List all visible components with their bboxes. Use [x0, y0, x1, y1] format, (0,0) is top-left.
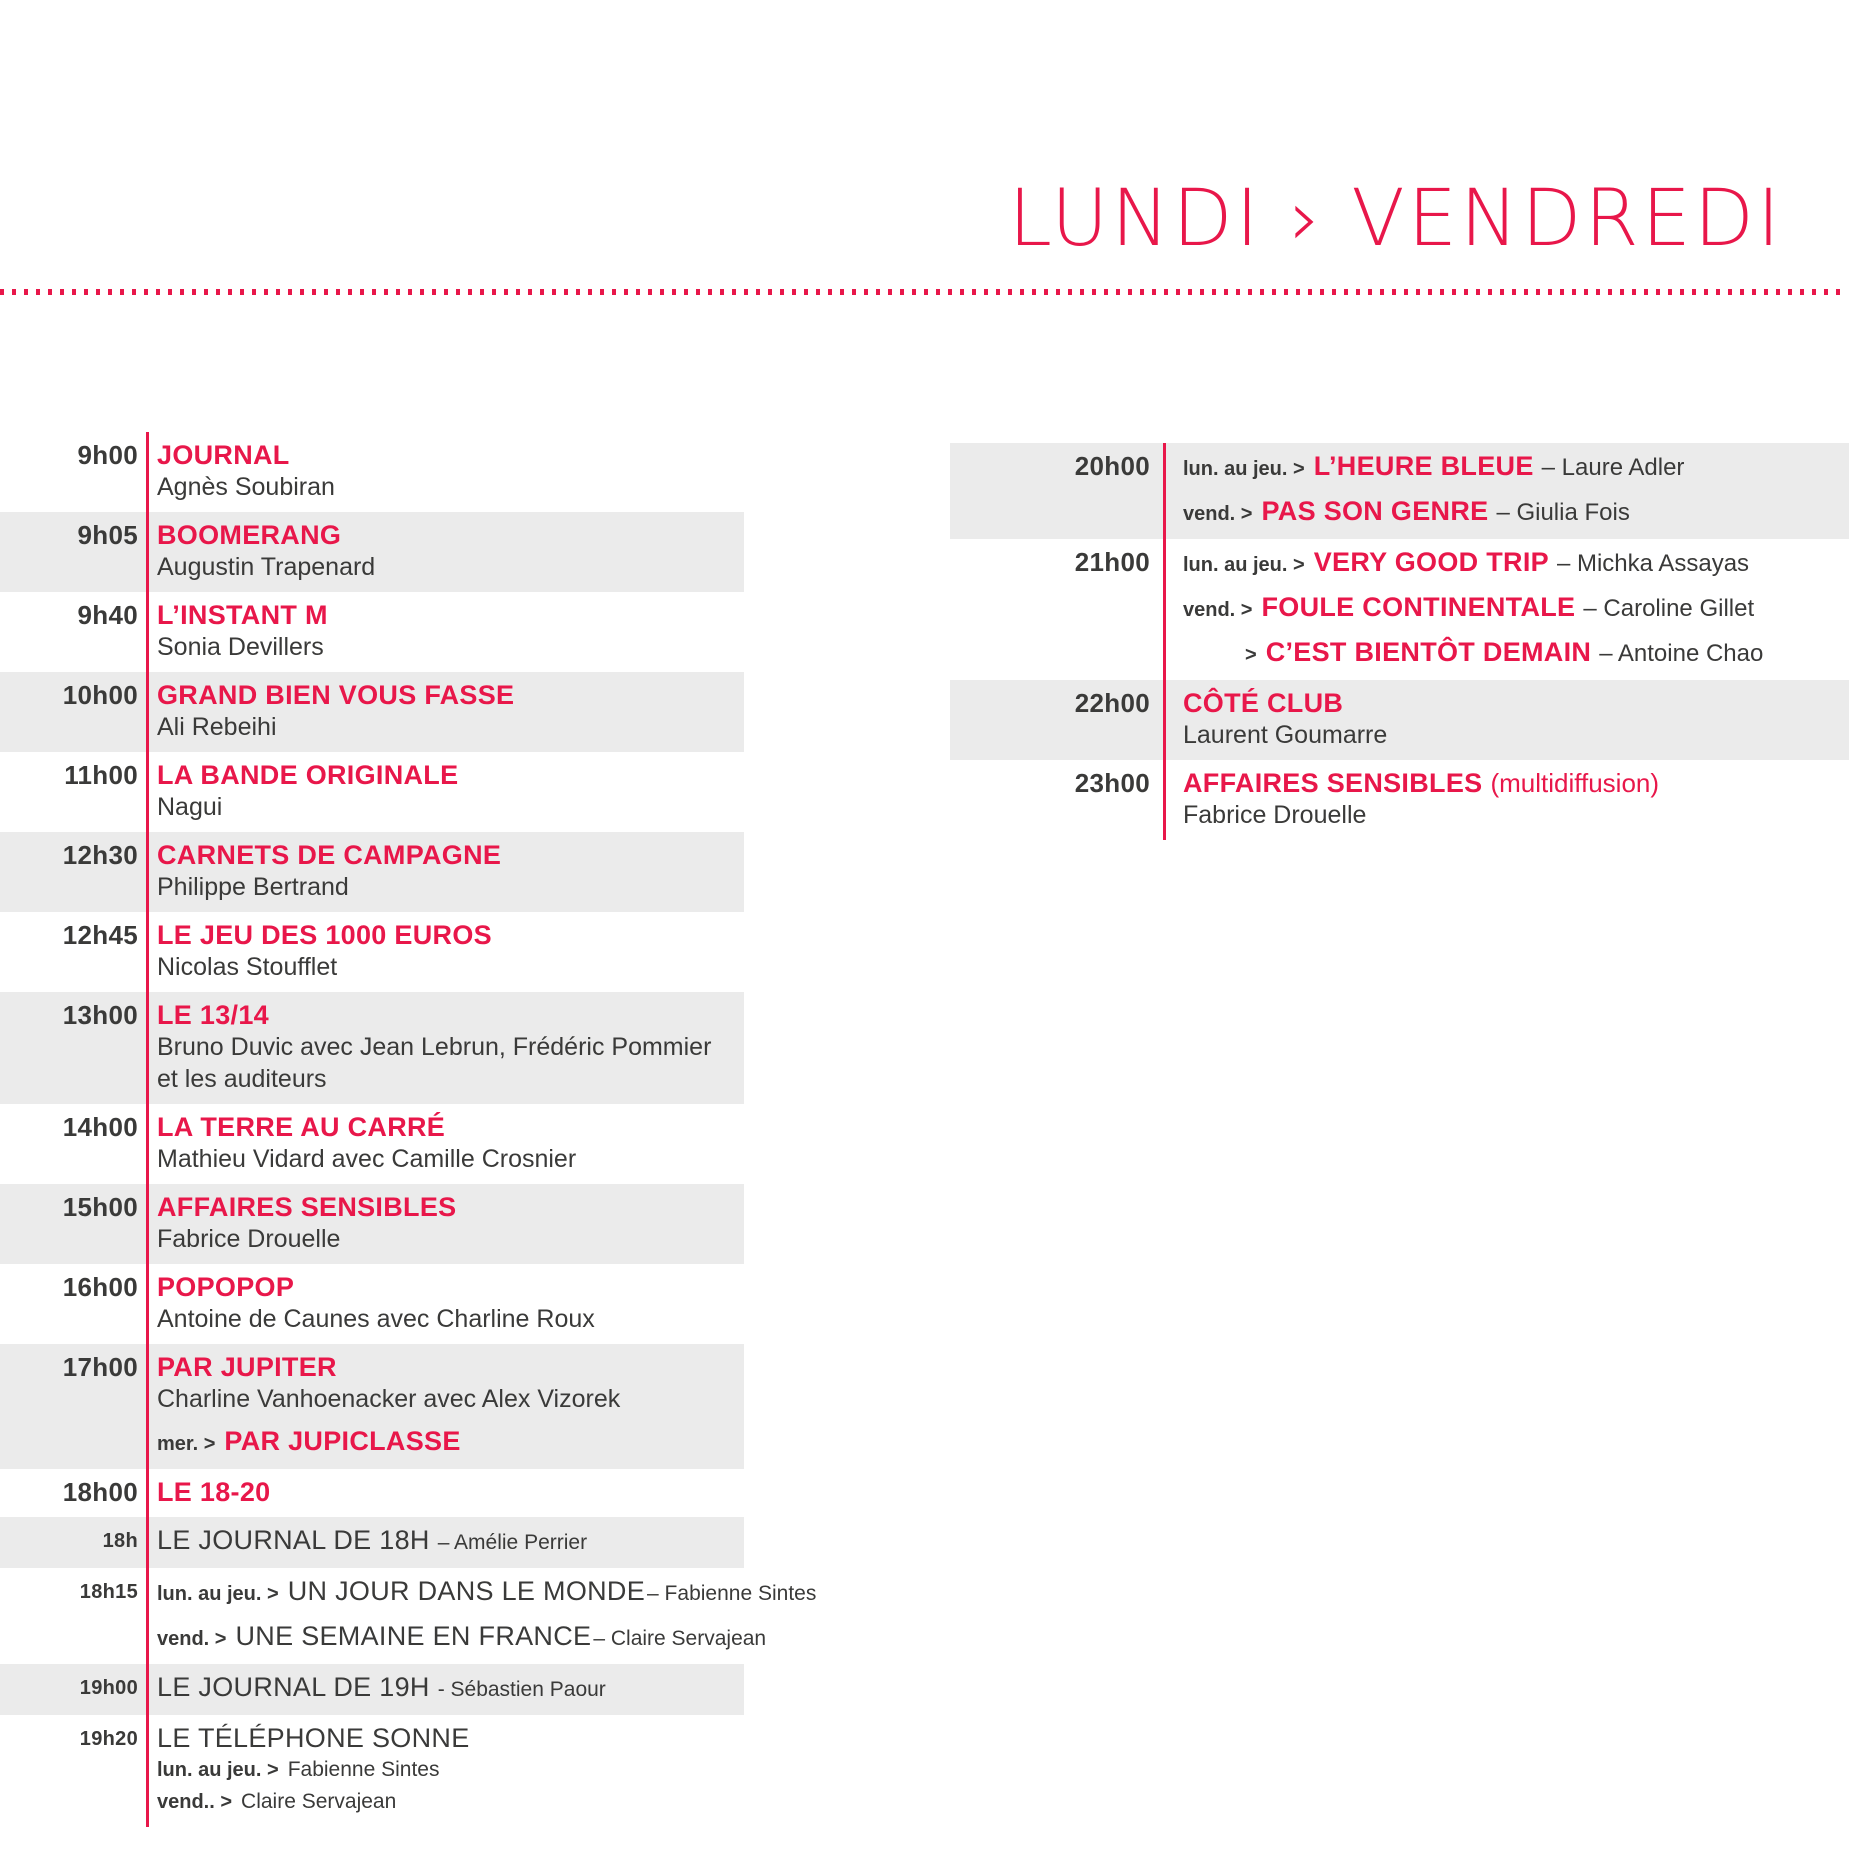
time-label: 19h00 — [79, 1677, 138, 1699]
program-line — [157, 792, 744, 822]
presenter-name: – Laure Adler — [1541, 454, 1685, 481]
program-cell — [138, 1272, 744, 1334]
presenter-name: Claire Servajean — [241, 1790, 397, 1813]
schedule-row — [0, 1517, 744, 1568]
program-line — [157, 440, 744, 470]
program-line — [157, 1352, 744, 1382]
program-title: L’INSTANT M — [157, 600, 328, 630]
schedule-row — [0, 672, 744, 752]
program-title: BOOMERANG — [157, 520, 342, 550]
program-line — [157, 632, 744, 662]
presenter-name: Charline Vanhoenacker avec Alex Vizorek — [157, 1385, 621, 1413]
program-line — [157, 1672, 744, 1705]
presenter-name: Agnès Soubiran — [157, 473, 335, 501]
program-title: AFFAIRES SENSIBLES — [157, 1192, 457, 1222]
presenter-name: – Amélie Perrier — [437, 1531, 588, 1554]
day-prefix: vend. > — [157, 1628, 227, 1650]
program-line — [1183, 547, 1849, 580]
program-title: PAR JUPITER — [157, 1352, 337, 1382]
program-cell — [138, 1477, 744, 1507]
program-line — [157, 1787, 744, 1817]
presenter-name: – Antoine Chao — [1599, 640, 1764, 667]
presenter-name: Fabienne Sintes — [287, 1758, 440, 1781]
program-line — [157, 712, 744, 742]
program-line — [157, 680, 744, 710]
presenter-name: Sonia Devillers — [157, 633, 324, 661]
program-line — [157, 1755, 744, 1785]
day-prefix: lun. au jeu. > — [1183, 458, 1305, 480]
program-cell — [138, 1352, 744, 1459]
program-cell — [1150, 451, 1849, 529]
program-title: LE 13/14 — [157, 1000, 269, 1030]
schedule-row — [0, 1568, 817, 1664]
program-cell — [138, 600, 744, 662]
program-line — [157, 1112, 744, 1142]
program-line — [157, 552, 744, 582]
program-cell — [138, 1723, 744, 1817]
time-label: 22h00 — [1074, 688, 1150, 718]
program-cell — [138, 680, 744, 742]
program-line — [157, 1576, 817, 1609]
program-cell — [1150, 688, 1849, 750]
day-prefix: > — [1245, 644, 1257, 666]
program-title: LE TÉLÉPHONE SONNE — [157, 1723, 470, 1753]
schedule-row — [0, 992, 744, 1104]
schedule-row — [0, 1664, 744, 1715]
time-label: 9h40 — [77, 600, 138, 630]
program-title: GRAND BIEN VOUS FASSE — [157, 680, 515, 710]
program-cell — [138, 520, 744, 582]
schedule-row — [950, 760, 1849, 840]
program-line — [1183, 800, 1849, 830]
program-line — [157, 1224, 744, 1254]
program-line — [157, 1477, 744, 1507]
dotted-divider — [0, 289, 1843, 295]
schedule-row — [0, 1344, 744, 1469]
program-title: L’HEURE BLEUE — [1313, 451, 1534, 481]
program-title: CÔTÉ CLUB — [1183, 688, 1344, 718]
schedule-row — [0, 512, 744, 592]
day-prefix: lun. au jeu. > — [157, 1583, 279, 1605]
program-line — [157, 1621, 767, 1654]
program-line — [157, 520, 744, 550]
presenter-name: Mathieu Vidard avec Camille Crosnier — [157, 1145, 577, 1173]
time-label: 11h00 — [64, 760, 138, 790]
day-prefix: vend. > — [1183, 503, 1253, 525]
program-line — [1183, 688, 1849, 718]
program-title: VERY GOOD TRIP — [1313, 547, 1549, 577]
presenter-name: et les auditeurs — [157, 1065, 327, 1093]
program-line — [157, 1144, 744, 1174]
program-title: JOURNAL — [157, 440, 290, 470]
program-line — [1183, 592, 1849, 625]
presenter-name: – Caroline Gillet — [1583, 595, 1755, 622]
day-prefix: mer. > — [157, 1433, 216, 1455]
program-note: (multidiffusion) — [1490, 768, 1660, 798]
schedule-row — [0, 1184, 744, 1264]
program-line — [157, 1304, 744, 1334]
page-title: LUNDI › VENDREDI — [1008, 174, 1783, 264]
program-title: FOULE CONTINENTALE — [1261, 592, 1576, 622]
program-line — [157, 1032, 744, 1062]
presenter-name: Augustin Trapenard — [157, 553, 376, 581]
program-line — [157, 1000, 744, 1030]
presenter-name: Fabrice Drouelle — [1183, 801, 1367, 829]
program-cell — [138, 1525, 744, 1558]
presenter-name: – Fabienne Sintes — [647, 1582, 817, 1605]
program-line — [157, 1723, 744, 1753]
program-title: C’EST BIENTÔT DEMAIN — [1265, 637, 1592, 667]
program-line — [157, 600, 744, 630]
schedule-row — [0, 432, 744, 512]
schedule-column-evening — [950, 443, 1849, 840]
program-line — [157, 1384, 744, 1414]
program-cell — [1150, 547, 1849, 670]
time-label: 9h00 — [77, 440, 138, 470]
program-line — [1183, 720, 1849, 750]
program-line — [157, 920, 744, 950]
schedule-row — [0, 1715, 744, 1827]
program-line — [157, 1064, 744, 1094]
program-line — [1183, 768, 1849, 798]
presenter-name: Nicolas Stoufflet — [157, 953, 338, 981]
presenter-name: Antoine de Caunes avec Charline Roux — [157, 1305, 595, 1333]
program-title: CARNETS DE CAMPAGNE — [157, 840, 502, 870]
time-label: 21h00 — [1074, 547, 1150, 577]
time-label: 16h00 — [62, 1272, 138, 1302]
schedule-row — [0, 592, 744, 672]
schedule-row — [950, 539, 1849, 680]
program-title: LE 18-20 — [157, 1477, 271, 1507]
time-label: 18h00 — [62, 1477, 138, 1507]
program-line — [157, 952, 744, 982]
schedule-row — [0, 752, 744, 832]
time-label: 12h45 — [62, 920, 138, 950]
program-cell — [1150, 768, 1849, 830]
schedule-row — [0, 832, 744, 912]
presenter-name: Philippe Bertrand — [157, 873, 349, 901]
time-label: 23h00 — [1074, 768, 1150, 798]
presenter-name: Ali Rebeihi — [157, 713, 277, 741]
presenter-name: – Michka Assayas — [1556, 550, 1750, 577]
schedule-row — [0, 1264, 744, 1344]
program-title: LA BANDE ORIGINALE — [157, 760, 459, 790]
program-cell — [138, 760, 744, 822]
program-title: UN JOUR DANS LE MONDE — [287, 1576, 646, 1606]
program-title: UNE SEMAINE EN FRANCE — [235, 1621, 592, 1651]
schedule-column-day — [0, 432, 817, 1827]
presenter-name: – Giulia Fois — [1496, 499, 1630, 526]
program-line — [157, 760, 744, 790]
time-label: 10h00 — [62, 680, 138, 710]
program-title: POPOPOP — [157, 1272, 295, 1302]
program-title: PAS SON GENRE — [1261, 496, 1489, 526]
program-line — [157, 1426, 744, 1459]
program-line — [157, 472, 744, 502]
time-label: 18h15 — [79, 1581, 138, 1603]
program-cell — [138, 440, 744, 502]
time-label: 20h00 — [1074, 451, 1150, 481]
presenter-name: Bruno Duvic avec Jean Lebrun, Frédéric Pommier — [157, 1033, 712, 1061]
program-line — [157, 1272, 744, 1302]
presenter-name: - Sébastien Paour — [437, 1678, 606, 1701]
program-line — [1183, 496, 1849, 529]
time-label: 18h — [102, 1530, 138, 1552]
presenter-name: Laurent Goumarre — [1183, 721, 1388, 749]
day-prefix: lun. au jeu. > — [1183, 554, 1305, 576]
time-label: 19h20 — [79, 1728, 138, 1750]
program-title: AFFAIRES SENSIBLES — [1183, 768, 1483, 798]
program-title: LE JOURNAL DE 18H — [157, 1525, 430, 1555]
schedule-row — [950, 680, 1849, 760]
program-cell — [138, 1672, 744, 1705]
program-title: LE JOURNAL DE 19H — [157, 1672, 430, 1702]
program-line — [157, 1525, 744, 1558]
program-title: PAR JUPICLASSE — [224, 1426, 461, 1456]
time-label: 17h00 — [62, 1352, 138, 1382]
time-label: 15h00 — [62, 1192, 138, 1222]
time-label: 13h00 — [62, 1000, 138, 1030]
day-prefix: vend.. > — [157, 1791, 233, 1813]
schedule-row — [950, 443, 1849, 539]
program-line — [1245, 637, 1849, 670]
program-cell — [138, 1000, 744, 1094]
presenter-name: – Claire Servajean — [593, 1627, 767, 1650]
presenter-name: Nagui — [157, 793, 223, 821]
program-line — [157, 840, 744, 870]
program-cell — [138, 1576, 817, 1654]
presenter-name: Fabrice Drouelle — [157, 1225, 341, 1253]
day-prefix: vend. > — [1183, 599, 1253, 621]
program-cell — [138, 1192, 744, 1254]
program-title: LE JEU DES 1000 EUROS — [157, 920, 492, 950]
time-label: 9h05 — [77, 520, 138, 550]
program-cell — [138, 1112, 744, 1174]
program-line — [1183, 451, 1849, 484]
schedule-row — [0, 1469, 744, 1517]
program-cell — [138, 840, 744, 902]
program-line — [157, 872, 744, 902]
day-prefix: lun. au jeu. > — [157, 1759, 279, 1781]
time-label: 14h00 — [62, 1112, 138, 1142]
program-title: LA TERRE AU CARRÉ — [157, 1112, 446, 1142]
program-cell — [138, 920, 744, 982]
schedule-row — [0, 1104, 744, 1184]
program-line — [157, 1192, 744, 1222]
schedule-row — [0, 912, 744, 992]
time-label: 12h30 — [62, 840, 138, 870]
